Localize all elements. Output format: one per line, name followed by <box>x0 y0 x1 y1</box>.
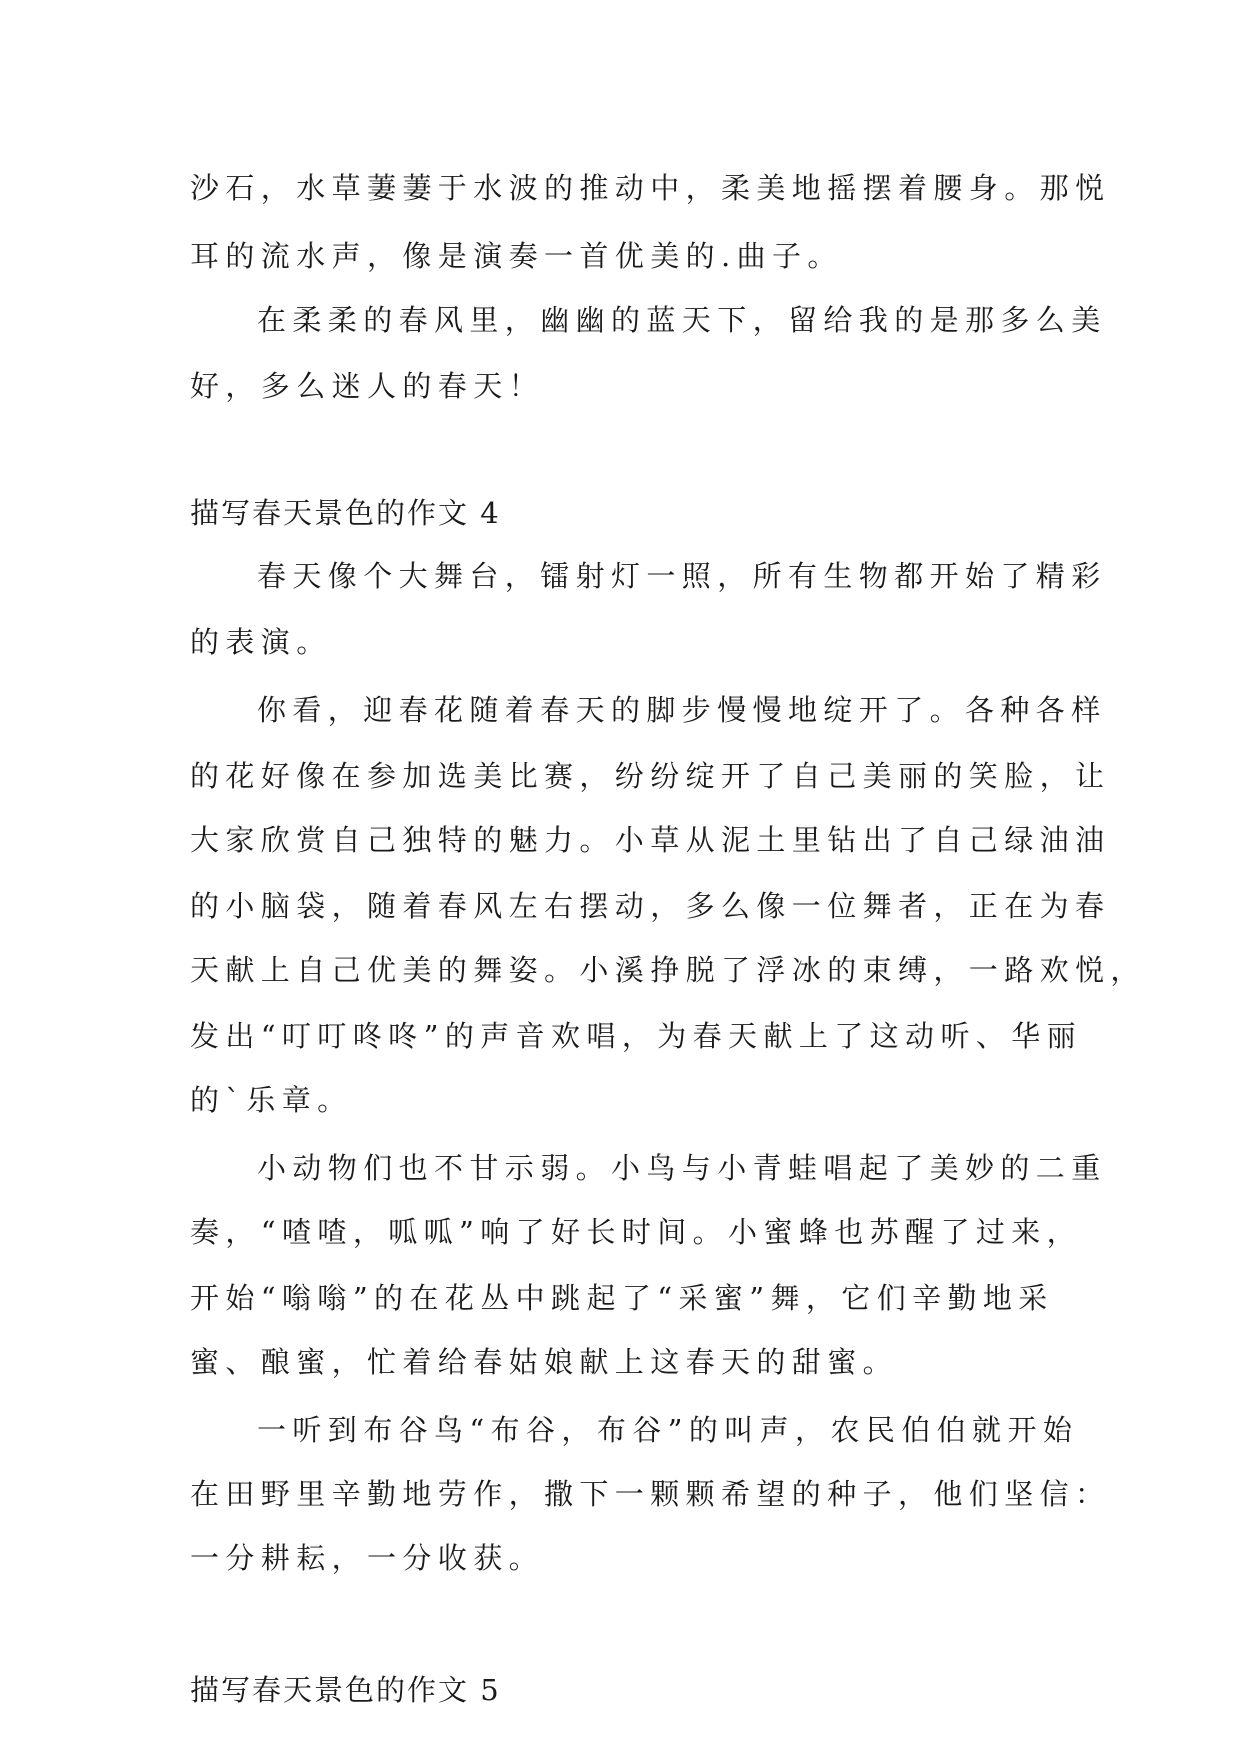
paragraph-2-line-1: 在柔柔的春风里，幽幽的蓝天下，留给我的是那多么美 <box>257 303 1107 337</box>
section-4-para-4-line-1: 一听到布谷鸟“布谷，布谷”的叫声，农民伯伯就开始 <box>257 1413 1079 1447</box>
paragraph-1-line-1: 沙石，水草萋萋于水波的推动中，柔美地摇摆着腰身。那悦 <box>190 171 1111 205</box>
section-4-para-2-line-6: 发出“叮叮咚咚”的声音欢唱，为春天献上了这动听、华丽 <box>190 1019 1083 1053</box>
section-4-heading: 描写春天景色的作文 4 <box>190 496 501 530</box>
section-4-para-1-line-1: 春天像个大舞台，镭射灯一照，所有生物都开始了精彩 <box>257 559 1107 593</box>
section-4-para-3-line-1: 小动物们也不甘示弱。小鸟与小青蛙唱起了美妙的二重 <box>257 1151 1107 1185</box>
section-4-para-2-line-3: 大家欣赏自己独特的魅力。小草从泥土里钻出了自己绿油油 <box>190 823 1111 857</box>
section-4-para-2-line-7: 的`乐章。 <box>190 1083 353 1117</box>
section-5-heading: 描写春天景色的作文 5 <box>190 1673 501 1707</box>
section-4-para-2-line-1: 你看，迎春花随着春天的脚步慢慢地绽开了。各种各样 <box>257 693 1107 727</box>
section-4-para-4-line-2: 在田野里辛勤地劳作，撒下一颗颗希望的种子，他们坚信： <box>190 1477 1111 1511</box>
paragraph-1-line-2: 耳的流水声，像是演奏一首优美的.曲子。 <box>190 239 843 273</box>
section-4-para-2-line-2: 的花好像在参加选美比赛，纷纷绽开了自己美丽的笑脸，让 <box>190 759 1111 793</box>
section-4-para-2-line-5: 天献上自己优美的舞姿。小溪挣脱了浮冰的束缚，一路欢悦， <box>190 953 1146 987</box>
section-4-para-3-line-2: 奏，“喳喳，呱呱”响了好长时间。小蜜蜂也苏醒了过来， <box>190 1215 1083 1249</box>
section-4-para-2-line-4: 的小脑袋，随着春风左右摆动，多么像一位舞者，正在为春 <box>190 889 1111 923</box>
paragraph-2-line-2: 好，多么迷人的春天！ <box>190 369 545 403</box>
section-4-para-3-line-3: 开始“嗡嗡”的在花丛中跳起了“采蜜”舞，它们辛勤地采 <box>190 1281 1054 1315</box>
section-4-para-1-line-2: 的表演。 <box>190 625 332 659</box>
section-4-para-4-line-3: 一分耕耘，一分收获。 <box>190 1541 545 1575</box>
section-4-para-3-line-4: 蜜、酿蜜，忙着给春姑娘献上这春天的甜蜜。 <box>190 1345 899 1379</box>
